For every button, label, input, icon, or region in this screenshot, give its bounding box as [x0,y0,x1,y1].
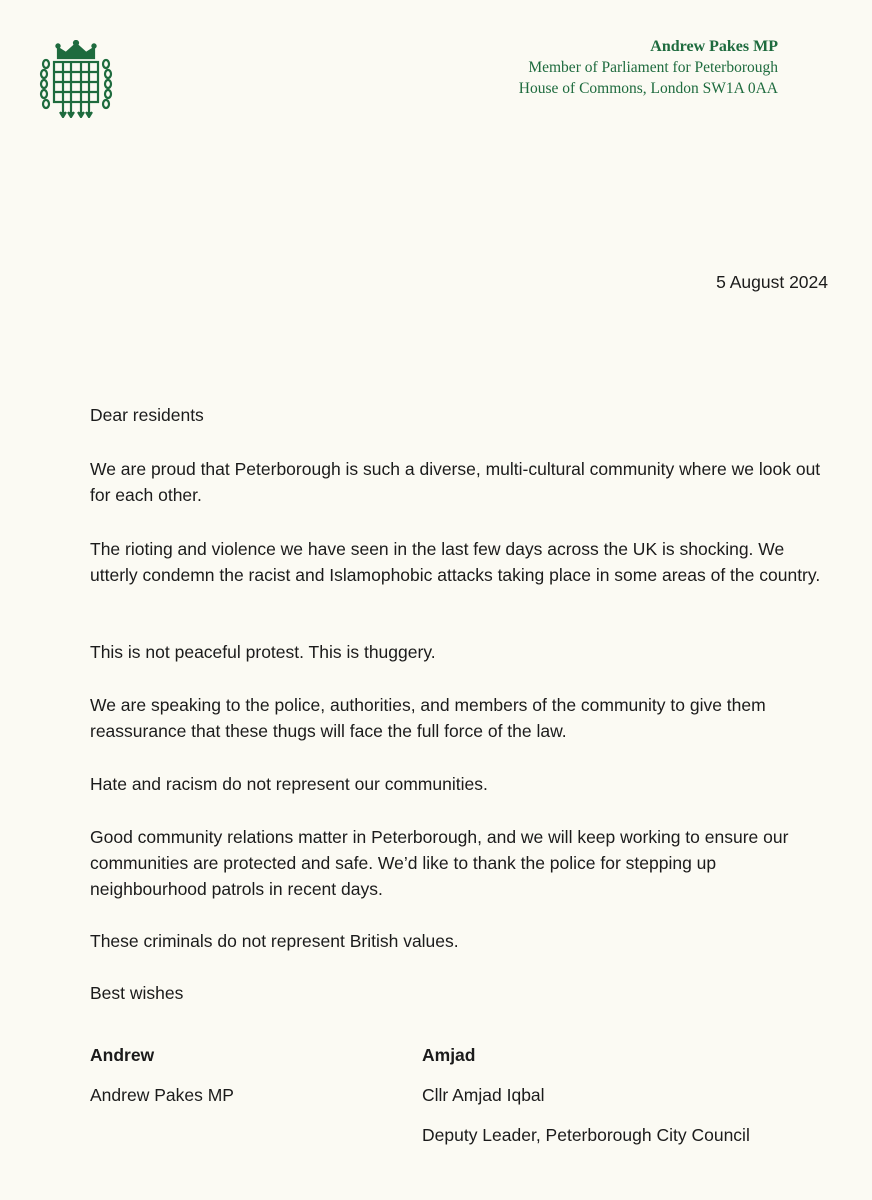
signature-andrew: Andrew [90,1045,155,1065]
closing: Best wishes [90,983,184,1003]
letterhead [519,36,778,99]
letterhead-address: House of Commons, London SW1A 0AA [518,80,778,97]
letter-date: 5 August 2024 [716,272,828,292]
paragraph-3: This is not peaceful protest. This is thuggery. [90,642,436,662]
paragraph-5: Hate and racism do not represent our communities. [90,774,488,794]
signature-amjad: Amjad [422,1045,476,1065]
salutation: Dear residents [90,405,204,425]
paragraph-7: These criminals do not represent British values. [90,931,459,951]
signatory-2-title: Deputy Leader, Peterborough City Council [422,1125,750,1145]
signatory-2 [422,1042,750,1145]
signatory-1 [90,1042,234,1105]
paragraph-6: Good community relations matter in Peterborough, and we will keep working to ensure our communities are protected and safe. We’d like to thank the police for stepping up neighbourhood patrols in recent days. [90,827,789,899]
paragraph-4: We are speaking to the police, authorities, and members of the community to give them reassurance that these thugs will face the full force of the law. [90,695,766,741]
paragraph-1: We are proud that Peterborough is such a diverse, multi-cultural community where we look out for each other. [90,459,821,505]
letterhead-role: Member of Parliament for Peterborough [528,59,778,76]
signatory-2-name: Cllr Amjad Iqbal [422,1085,545,1105]
signatory-1-name: Andrew Pakes MP [90,1085,234,1105]
portcullis-icon [36,40,116,118]
letterhead-name: Andrew Pakes MP [650,38,778,55]
paragraph-2: The rioting and violence we have seen in the last few days across the UK is shocking. We utterly condemn the racist and Islamophobic attacks taking place in some areas of the country. [90,539,821,585]
